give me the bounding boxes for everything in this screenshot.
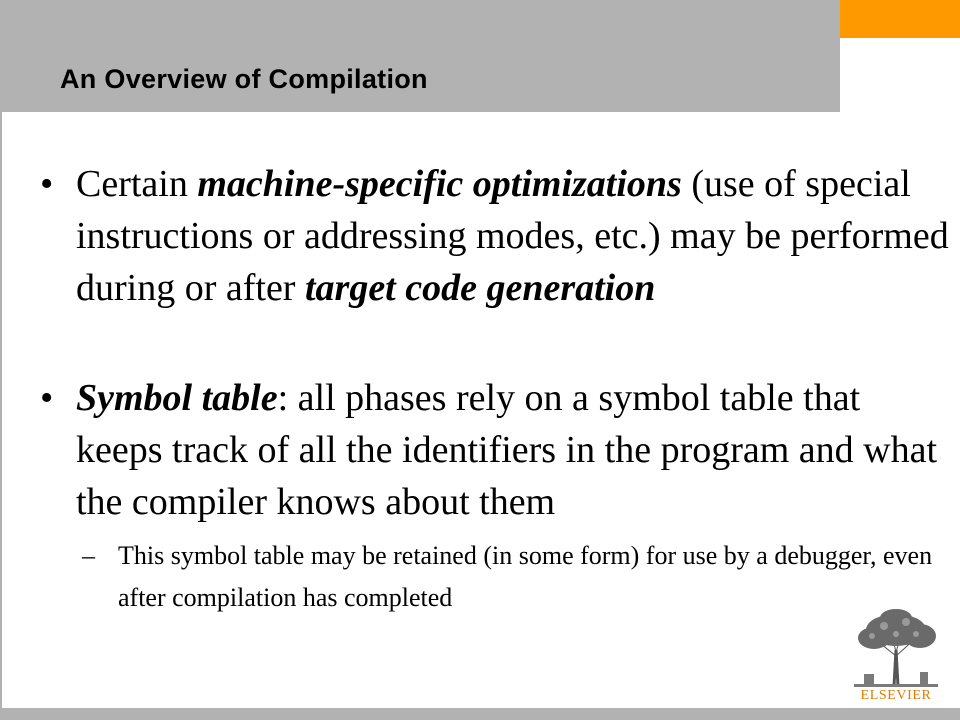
- bullet-text: [76, 372, 956, 528]
- bullet-marker: •: [40, 377, 54, 419]
- bottom-rule: [0, 708, 960, 720]
- bullet-emphasis: machine-specific optimizations: [197, 163, 682, 205]
- elsevier-wordmark: ELSEVIER: [860, 688, 932, 703]
- bullet-marker: •: [40, 163, 54, 205]
- bullet-emphasis: Symbol table: [76, 377, 278, 419]
- bullet-segment: Certain: [76, 163, 198, 205]
- sub-bullet-text: This symbol table may be retained (in some form) for use by a debugger, even after compilation has completed: [118, 541, 933, 612]
- elsevier-logo: [846, 606, 946, 710]
- sub-bullet-marker: –: [82, 541, 95, 570]
- slide-title: An Overview of Compilation: [60, 64, 428, 94]
- bullet-segment: (use of special instructions or addressing modes, etc.) may be performed during or after: [76, 163, 949, 309]
- bullet-segment: : all phases rely on a symbol table that keeps track of all the identifiers in the program and what the compiler knows about them: [76, 377, 938, 523]
- title-bar: [0, 0, 840, 112]
- bullet-text: [76, 158, 956, 314]
- accent-bar: [840, 0, 960, 38]
- elsevier-tree-icon: [846, 606, 946, 690]
- left-rule: [0, 112, 2, 710]
- bullet-emphasis: target code generation: [304, 267, 656, 309]
